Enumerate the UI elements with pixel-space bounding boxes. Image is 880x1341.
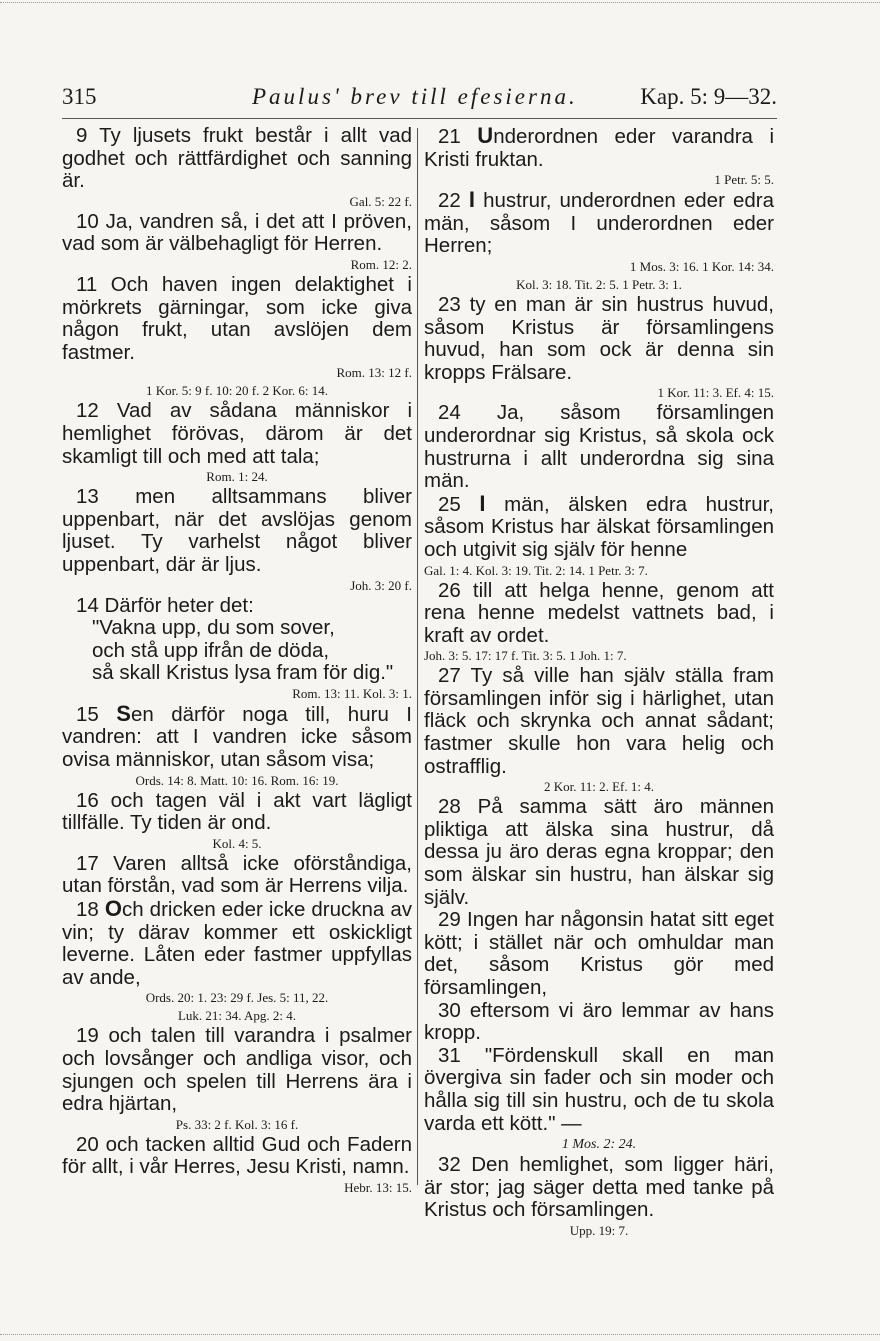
verse-24: 24 Ja, såsom församlingen underordnar sig Kristus, så skola ock hustrurna i allt underordna sig sina män. <box>424 401 774 493</box>
verse-25 <box>424 490 774 562</box>
left-column <box>62 125 412 1197</box>
ref-25: Gal. 1: 4. Kol. 3: 19. Tit. 2: 14. 1 Petr. 3: 7. <box>424 562 648 578</box>
verse-27: 27 Ty så ville han själv ställa fram församlingen inför sig i härlighet, utan fläck och skrynka och annat sådant; fastmer skulle hon vara helig och ostrafflig. <box>424 664 774 778</box>
verse-25-initial: I <box>479 490 486 516</box>
right-column <box>424 125 774 1240</box>
ref-20: Hebr. 13: 15. <box>344 1179 412 1195</box>
verse-18-text: ch dricken eder icke druckna av vin; ty därav kommer ett oskickligt leverne. Låten eder fastmer uppfyllas av ande, <box>62 898 413 989</box>
ref-12: Rom. 1: 24. <box>206 469 268 485</box>
verse-28: 28 På samma sätt äro männen pliktiga att älska sina hustrur, då dessa ju äro deras egna kroppar; den som älskar sin hustru, han älskar sig själv. <box>424 795 774 909</box>
verse-21-text: nderordnen eder varandra i Kristi fruktan. <box>424 125 774 171</box>
verse-9: 9 Ty ljusets frukt består i allt vad godhet och rättfärdighet och sanning är. <box>62 124 412 193</box>
verse-18-number: 18 <box>76 898 105 922</box>
top-edge <box>0 2 880 3</box>
verse-10: 10 Ja, vandren så, i det att I pröven, vad som är välbehagligt för Herren. <box>62 209 412 256</box>
ref-23: 1 Kor. 11: 3. Ef. 4: 15. <box>657 385 774 401</box>
column-divider <box>417 128 418 1185</box>
verse-18-initial: O <box>104 896 122 922</box>
ref-18b: Luk. 21: 34. Apg. 2: 4. <box>177 1008 297 1024</box>
ref-22b: Kol. 3: 18. Tit. 2: 5. 1 Petr. 3: 1. <box>516 276 682 292</box>
verse-26: 26 till att helga henne, genom att rena henne medelst vattnets bad, i kraft av ordet. <box>424 578 774 647</box>
verse-22-initial: I <box>468 187 476 213</box>
verse-11: 11 Och haven ingen delaktighet i mörkrets gärningar, som icke giva någon frukt, utan avslöjen dem fastmer. <box>62 272 412 364</box>
ref-13: Joh. 3: 20 f. <box>350 577 412 593</box>
chapter-range: Kap. 5: 9—32. <box>640 84 777 109</box>
ref-16: Kol. 4: 5. <box>212 835 262 851</box>
verse-15 <box>62 700 412 772</box>
ref-32: Upp. 19: 7. <box>569 1222 629 1238</box>
verse-21 <box>424 125 774 171</box>
verse-14-quote-line-2: och stå upp ifrån de döda, <box>92 638 330 662</box>
verse-15-number: 15 <box>76 702 117 726</box>
ref-14: Rom. 13: 11. Kol. 3: 1. <box>292 685 412 701</box>
verse-20: 20 och tacken alltid Gud och Fadern för allt, i vår Herres, Jesu Kristi, namn. <box>62 1132 412 1179</box>
ref-11a: Rom. 13: 12 f. <box>336 365 412 381</box>
verse-22-text: hustrur, underordnen eder edra män, såsom I underordnen eder Herren; <box>424 189 775 258</box>
verse-21-number: 21 <box>438 125 478 148</box>
verse-22-number: 22 <box>438 189 469 213</box>
verse-31: 31 "Fördenskull skall en man övergiva sin fader och sin moder och hålla sig till sin hustru, och de tu skola varda ett kött." — <box>424 1043 774 1135</box>
ref-18a: Ords. 20: 1. 23: 29 f. Jes. 5: 11, 22. <box>145 990 329 1006</box>
running-title: Paulus' brev till efesierna. <box>252 84 578 109</box>
running-header <box>62 84 777 118</box>
verse-15-text: en därför noga till, huru I vandren: att I vandren icke såsom ovisa människor, utan såsom visa; <box>62 702 412 772</box>
verse-25-number: 25 <box>438 492 480 516</box>
ref-31 <box>424 1135 774 1154</box>
verse-15-initial: S <box>116 700 131 726</box>
ref-15: Ords. 14: 8. Matt. 10: 16. Rom. 16: 19. <box>135 772 339 788</box>
ref-22a: 1 Mos. 3: 16. 1 Kor. 14: 34. <box>629 258 774 274</box>
ref-21: 1 Petr. 5: 5. <box>714 172 774 188</box>
ref-31-text: 1 Mos. 2: 24. <box>561 1137 637 1153</box>
ref-10: Rom. 12: 2. <box>350 256 412 272</box>
verse-14-quote-line-1: "Vakna upp, du som sover, <box>92 616 335 640</box>
ref-19: Ps. 33: 2 f. Kol. 3: 16 f. <box>175 1116 299 1132</box>
verse-30: 30 eftersom vi äro lemmar av hans kropp. <box>424 998 774 1045</box>
verse-23: 23 ty en man är sin hustrus huvud, såsom Kristus är församlingens huvud, han som ock är denna sin kropps Frälsare. <box>424 292 774 384</box>
verse-16: 16 och tagen väl i akt vart lägligt tillfälle. Ty tiden är ond. <box>62 788 412 835</box>
bottom-edge <box>0 1334 880 1335</box>
verse-25-text: män, älsken edra hustrur, såsom Kristus har älskat församlingen och utgivit sig själv för henne <box>424 492 774 561</box>
verse-13: 13 men alltsammans bliver uppenbart, när det avslöjas genom ljuset. Ty varhelst något bliver uppenbart, där är ljus. <box>62 485 412 576</box>
verse-17: 17 Varen alltså icke oförståndiga, utan förstån, vad som är Herrens vilja. <box>62 851 412 898</box>
ref-27: 2 Kor. 11: 2. Ef. 1: 4. <box>543 779 654 795</box>
header-rule <box>62 118 777 119</box>
ref-26: Joh. 3: 5. 17: 17 f. Tit. 3: 5. 1 Joh. 1: 7. <box>424 648 627 664</box>
verse-14-quote-line-3: så skall Kristus lysa fram för dig." <box>92 661 394 685</box>
verse-21-initial: U <box>477 123 494 148</box>
verse-22 <box>424 189 774 258</box>
ref-11b: 1 Kor. 5: 9 f. 10: 20 f. 2 Kor. 6: 14. <box>146 383 328 399</box>
ref-9: Gal. 5: 22 f. <box>349 193 412 209</box>
verse-18 <box>62 898 412 989</box>
verse-32: 32 Den hemlighet, som ligger häri, är stor; jag säger detta med tanke på Kristus och församlingen. <box>424 1153 774 1222</box>
verse-19: 19 och talen till varandra i psalmer och lovsånger och andliga visor, och sjungen och spelen till Herrens ära i edra hjärtan, <box>62 1024 412 1116</box>
page-number: 315 <box>62 84 97 109</box>
verse-12: 12 Vad av sådana människor i hemlighet förövas, därom är det skamligt till och med att tala; <box>62 399 412 468</box>
verse-29: 29 Ingen har någonsin hatat sitt eget kött; i stället när och omhuldar man det, såsom Kristus gör med församlingen, <box>424 908 774 999</box>
verse-14: 14 Därför heter det: <box>76 593 254 617</box>
